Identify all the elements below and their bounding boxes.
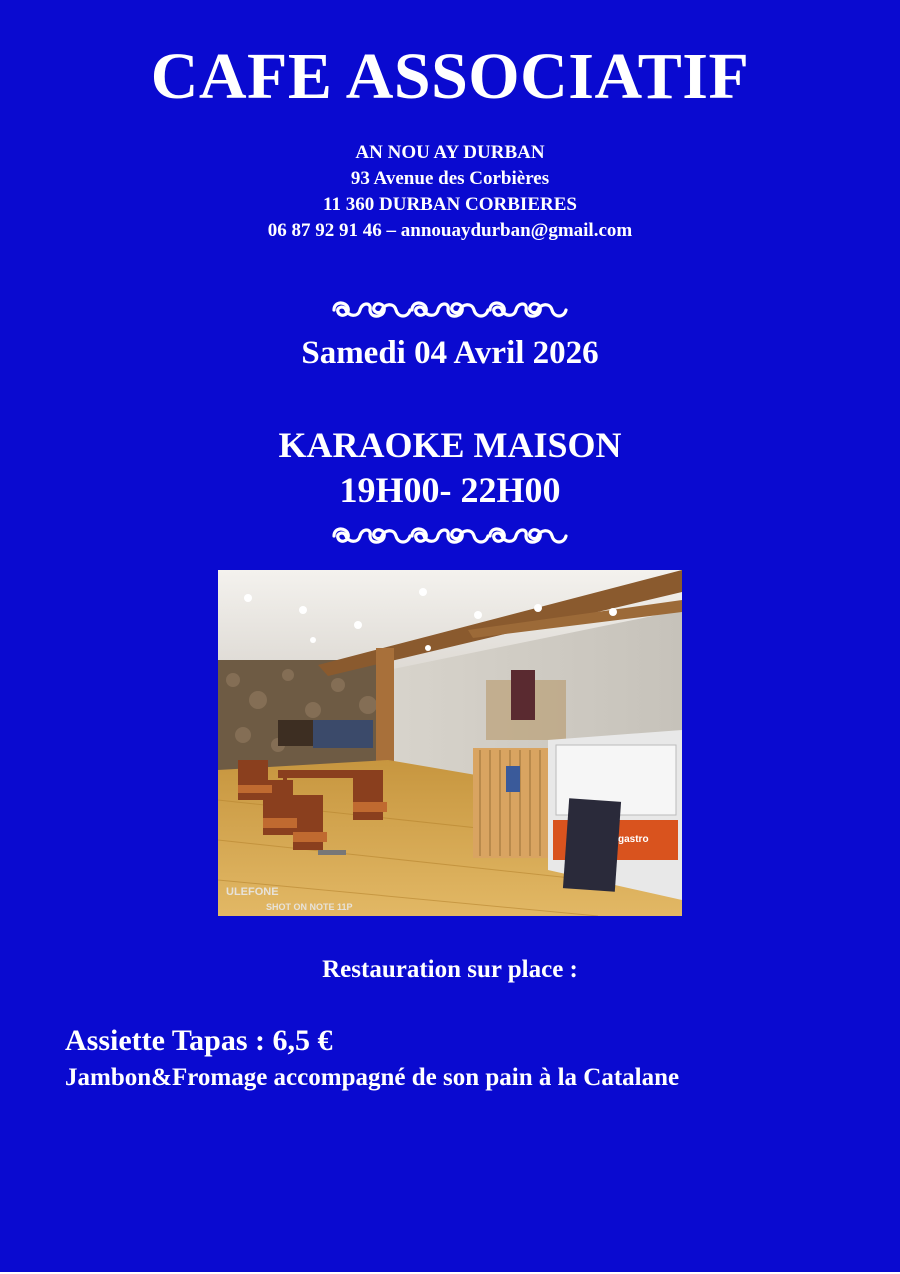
ornament-divider-icon [0, 296, 900, 324]
photo-watermark-brand: ULEFONE [226, 886, 279, 898]
event-name: KARAOKE MAISON [278, 425, 622, 465]
contact-block [0, 140, 900, 244]
page-title: CAFE ASSOCIATIF [150, 40, 750, 113]
phone-email: 06 87 92 91 46 – annouaydurban@gmail.com [267, 220, 633, 241]
association-name: AN NOU AY DURBAN [355, 142, 545, 163]
event-hours: 19H00- 22H00 [339, 470, 561, 510]
photo-watermark-model: SHOT ON NOTE 11P [266, 902, 353, 912]
display-sign-text: gastro [618, 834, 649, 845]
street-address: 93 Avenue des Corbières [350, 168, 550, 189]
ornament-divider-icon [0, 522, 900, 550]
city-address: 11 360 DURBAN CORBIERES [323, 194, 577, 215]
event-date: Samedi 04 Avril 2026 [301, 335, 599, 371]
menu-item-price: Assiette Tapas : 6,5 € [65, 1024, 333, 1057]
cafe-interior-photo [218, 570, 682, 916]
menu-heading: Restauration sur place : [322, 956, 578, 983]
menu-item-description: Jambon&Fromage accompagné de son pain à la Catalane [65, 1064, 680, 1091]
